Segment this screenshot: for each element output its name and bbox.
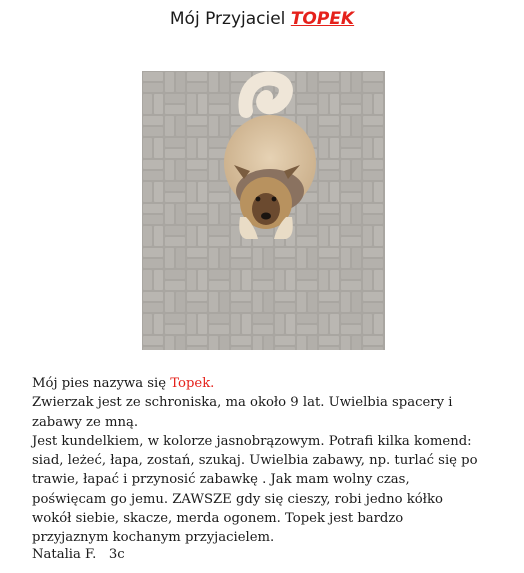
author-signature: Natalia F. 3c bbox=[32, 547, 125, 562]
story-line-intro bbox=[32, 374, 494, 393]
story-line: przyjaznym kochanym przyjacielem. bbox=[32, 530, 275, 546]
story-line: Jest kundelkiem, w kolorze jasnobrązowym. Potrafi kilka komend: bbox=[32, 433, 472, 449]
story-intro-text: Mój pies nazywa się bbox=[32, 376, 171, 391]
title-dog-name: TOPEK bbox=[290, 9, 355, 29]
story-line: Zwierzak jest ze schroniska, ma około 9 lat. Uwielbia spacery i bbox=[32, 395, 453, 411]
story-line: poświęcam go jemu. ZAWSZE gdy się cieszy, robi jedno kółko bbox=[32, 491, 443, 507]
story-text bbox=[32, 374, 494, 548]
story-line: wokół siebie, skacze, merda ogonem. Topek jest bardzo bbox=[32, 511, 404, 527]
story-dog-name: Topek. bbox=[170, 376, 215, 391]
page-title bbox=[0, 9, 524, 29]
story-line: siad, leżeć, łapa, zostań, szukaj. Uwielbia zabawy, np. turlać się po bbox=[32, 453, 478, 469]
story-line: trawie, łapać i przynosić zabawkę . Jak mam wolny czas, bbox=[32, 472, 410, 488]
story-line: zabawy ze mną. bbox=[32, 414, 139, 430]
dog-photo bbox=[142, 71, 385, 350]
title-prefix: Mój Przyjaciel bbox=[169, 9, 291, 29]
